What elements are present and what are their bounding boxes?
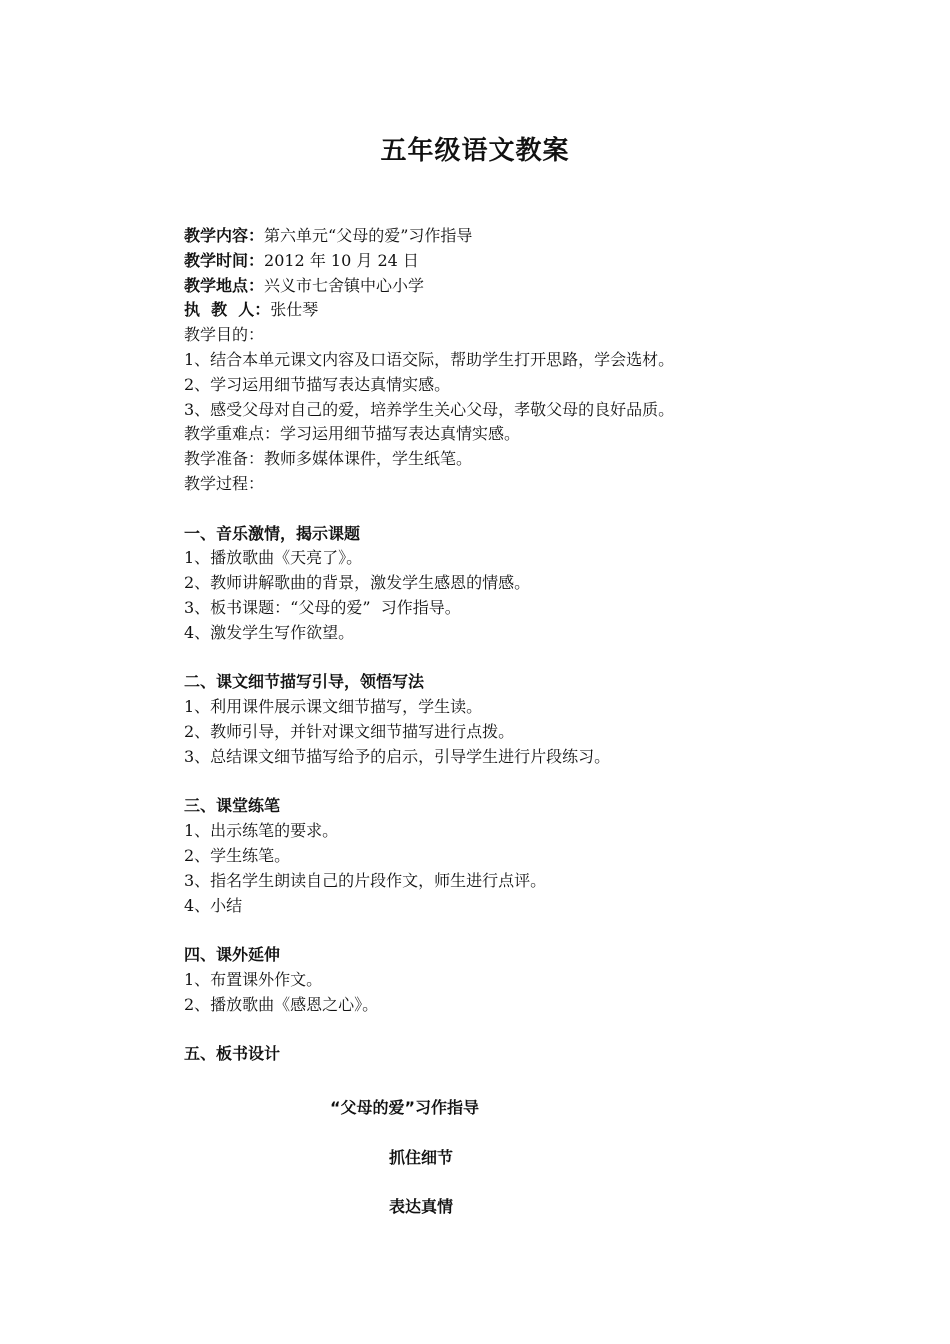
goal-item: 2、学习运用细节描写表达真情实感。 bbox=[184, 374, 451, 394]
info-value: 张仕琴 bbox=[270, 300, 319, 320]
section-heading: 一、音乐激情，揭示课题 bbox=[184, 523, 361, 543]
section-item: 2、教师讲解歌曲的背景，激发学生感恩的情感。 bbox=[184, 573, 531, 593]
section-item: 3、板书课题：“父母的爱” 习作指导。 bbox=[184, 597, 461, 617]
info-value: 兴义市七舍镇中心小学 bbox=[264, 275, 425, 295]
goal-item: 1、结合本单元课文内容及口语交际，帮助学生打开思路，学会选材。 bbox=[184, 349, 675, 369]
page-title: 五年级语文教案 bbox=[380, 136, 570, 166]
info-label: 执 教 人： bbox=[184, 300, 271, 320]
section-item: 1、布置课外作文。 bbox=[184, 969, 323, 989]
info-row bbox=[184, 274, 884, 299]
info-row bbox=[184, 298, 884, 323]
info-value: 2012 年 10 月 24 日 bbox=[264, 250, 419, 270]
info-row bbox=[184, 224, 884, 249]
board-point: 抓住细节 bbox=[389, 1148, 454, 1167]
info-row bbox=[184, 249, 884, 274]
section-heading: 四、课外延伸 bbox=[184, 945, 281, 965]
section-item: 2、播放歌曲《感恩之心》。 bbox=[184, 994, 379, 1014]
goal-item: 3、感受父母对自己的爱，培养学生关心父母，孝敬父母的良好品质。 bbox=[184, 399, 675, 419]
info-label: 教学内容： bbox=[184, 226, 265, 245]
info-label: 教学地点： bbox=[184, 275, 265, 295]
process-heading: 教学过程： bbox=[184, 473, 265, 493]
info-label: 教学时间： bbox=[184, 250, 265, 270]
info-value: 第六单元“父母的爱”习作指导 bbox=[264, 226, 473, 245]
section-item: 1、出示练笔的要求。 bbox=[184, 821, 339, 841]
key-point: 教学重难点：学习运用细节描写表达真情实感。 bbox=[184, 424, 521, 444]
section-item: 4、激发学生写作欲望。 bbox=[184, 622, 355, 642]
section-item: 1、播放歌曲《天亮了》。 bbox=[184, 548, 363, 568]
board-point: 表达真情 bbox=[389, 1197, 454, 1216]
board-title: “父母的爱”习作指导 bbox=[330, 1098, 480, 1117]
lesson-plan-body bbox=[184, 224, 884, 1067]
preparation: 教学准备：教师多媒体课件，学生纸笔。 bbox=[184, 449, 473, 469]
section-item: 3、总结课文细节描写给予的启示，引导学生进行片段练习。 bbox=[184, 746, 611, 766]
section-heading: 三、课堂练笔 bbox=[184, 796, 281, 816]
section-heading: 二、课文细节描写引导，领悟写法 bbox=[184, 672, 425, 692]
section-item: 1、利用课件展示课文细节描写，学生读。 bbox=[184, 697, 483, 717]
section-item: 2、学生练笔。 bbox=[184, 845, 291, 865]
section-item: 3、指名学生朗读自己的片段作文，师生进行点评。 bbox=[184, 870, 547, 890]
goals-heading: 教学目的： bbox=[184, 325, 265, 345]
section-item: 4、小结 bbox=[184, 895, 243, 915]
section-item: 2、教师引导，并针对课文细节描写进行点拨。 bbox=[184, 721, 515, 741]
board-design-heading: 五、板书设计 bbox=[184, 1044, 281, 1064]
